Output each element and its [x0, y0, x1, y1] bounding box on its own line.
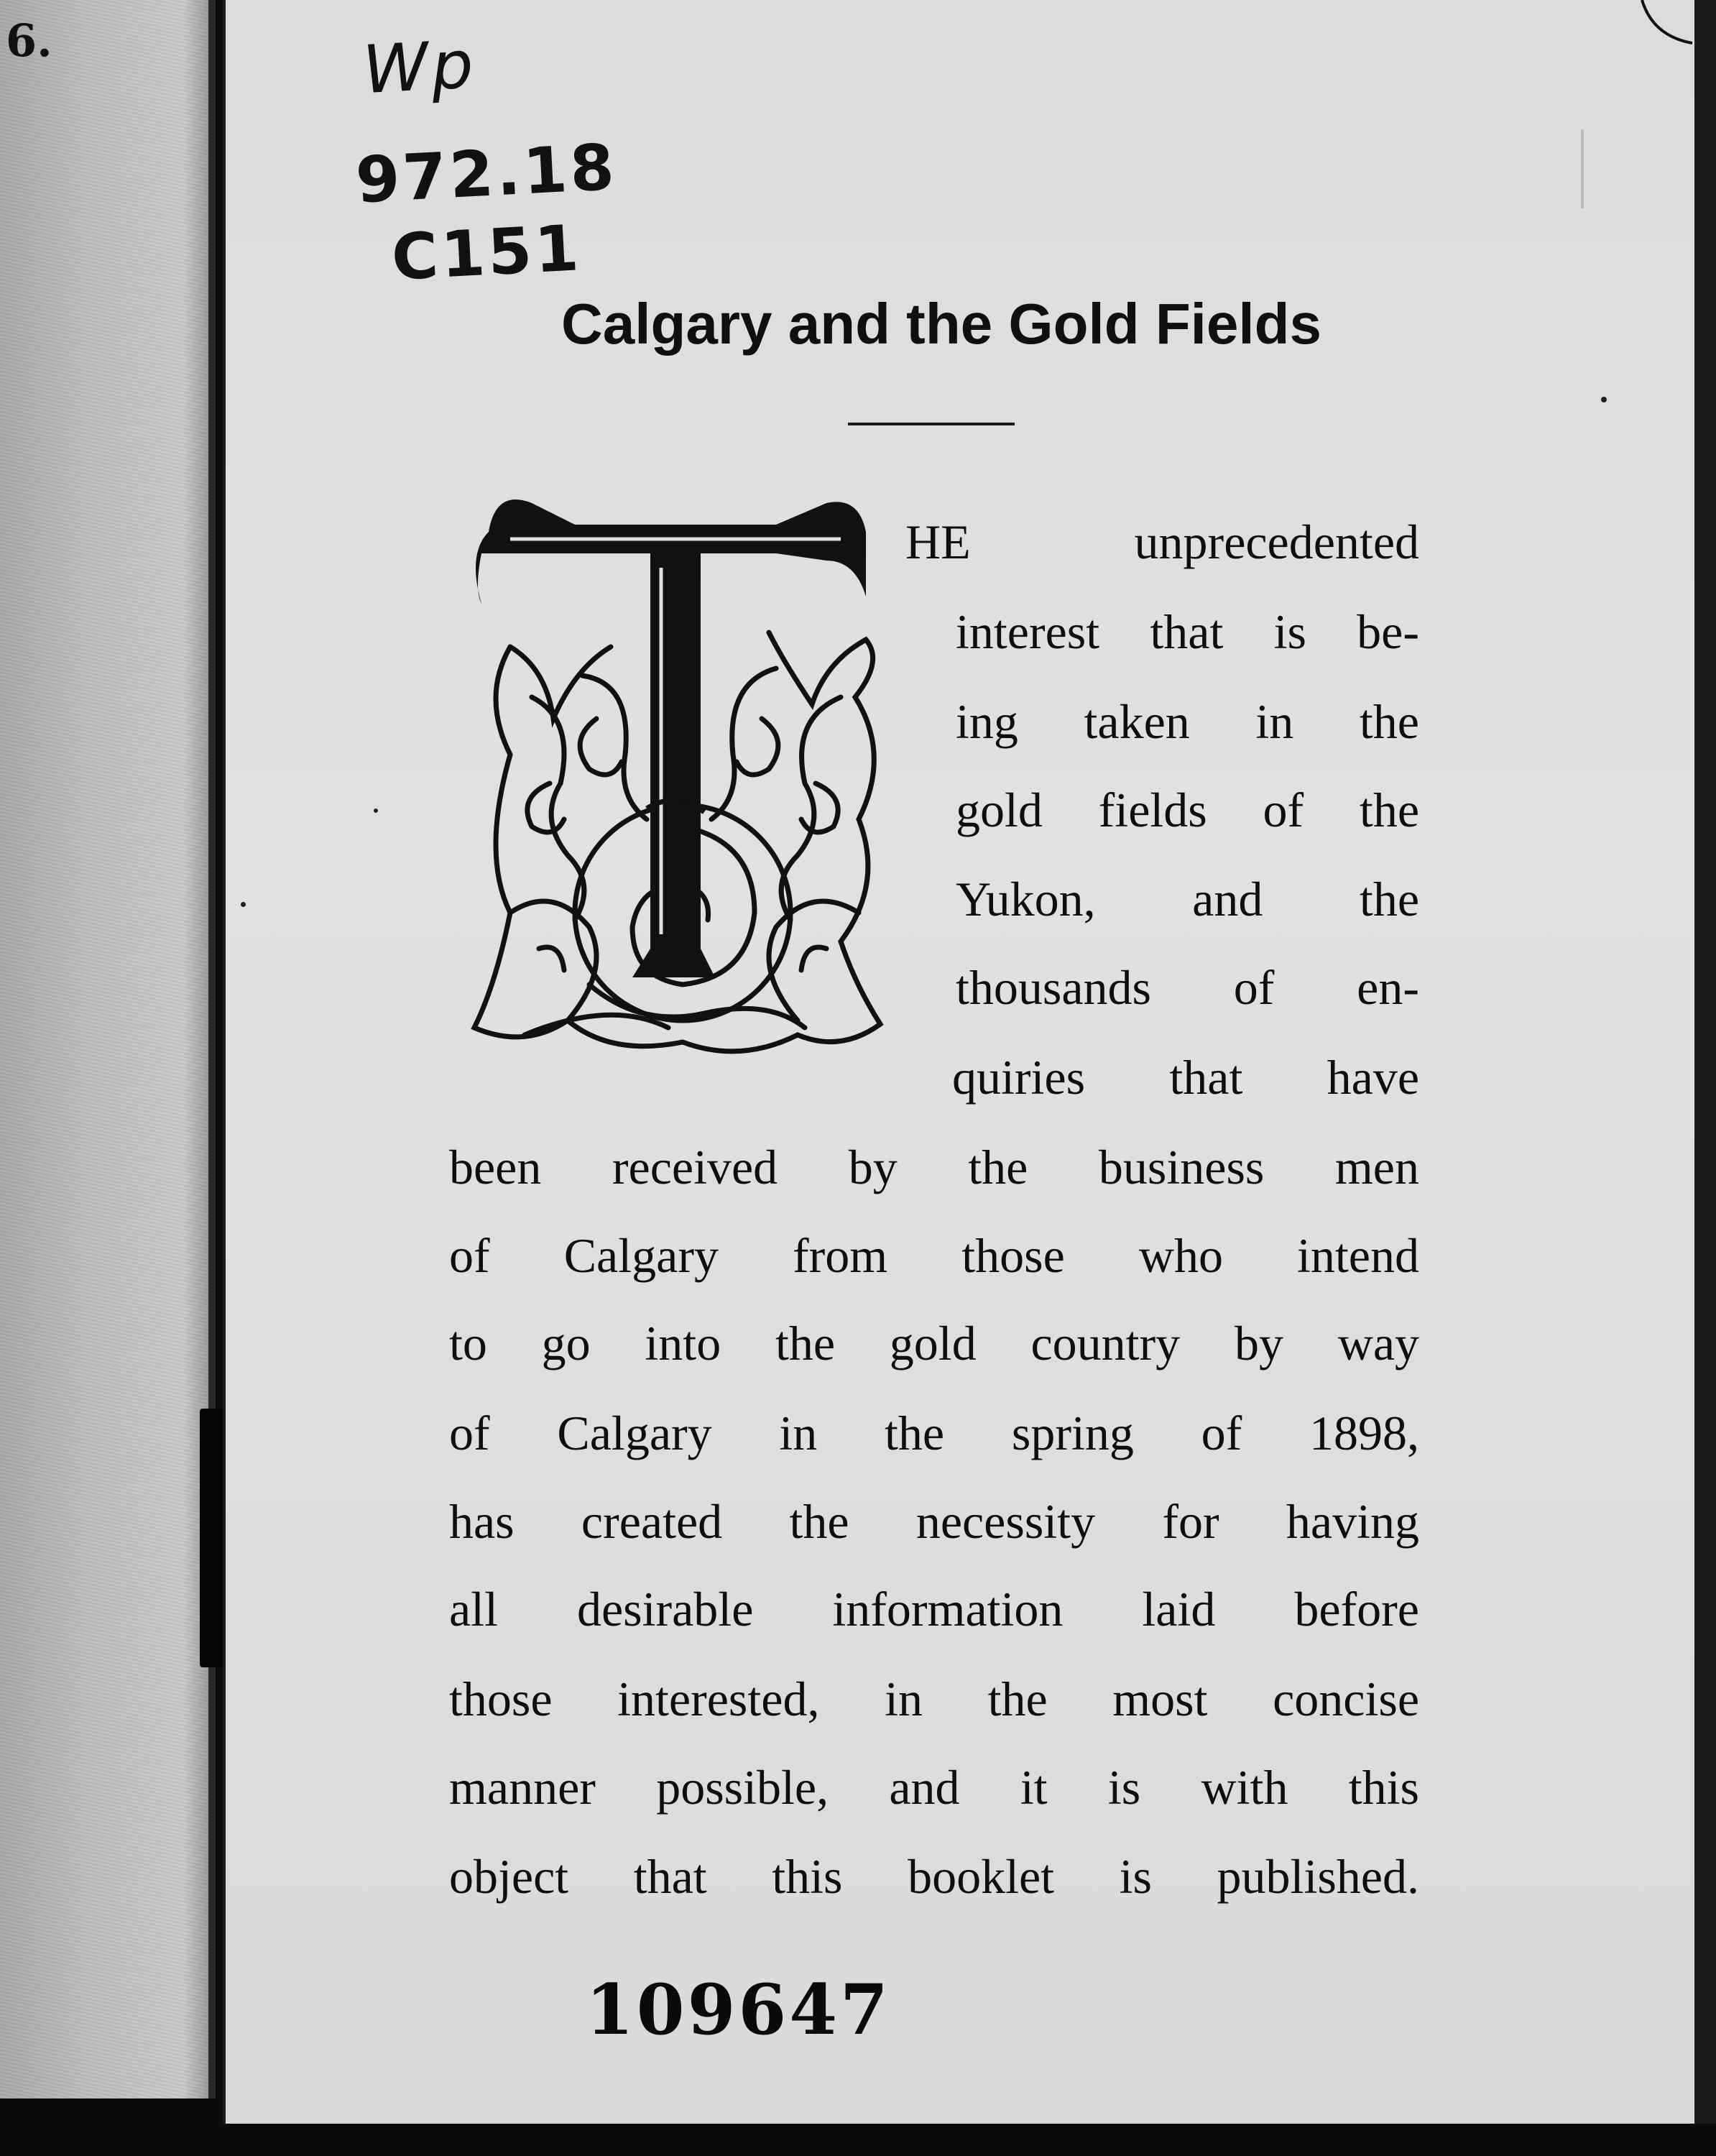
accession-number-stamp: 109647 [586, 1969, 891, 2050]
handwritten-cutter-number: C151 [389, 211, 583, 295]
page-corner-mark: 6. [6, 14, 52, 67]
body-line: those interested, in the most concise [449, 1672, 1419, 1726]
body-line: object that this booklet is published. [449, 1849, 1419, 1904]
scan-mark [1581, 129, 1584, 208]
body-line: ing taken in the [956, 694, 1419, 749]
scan-speck [1601, 397, 1607, 402]
scan-speck [374, 808, 378, 813]
body-line: HE unprecedented [905, 515, 1419, 569]
body-line: all desirable information laid before [449, 1582, 1419, 1636]
body-line: to go into the gold country by way [449, 1316, 1419, 1370]
body-line: of Calgary in the spring of 1898, [449, 1406, 1419, 1460]
body-line: has created the necessity for having [449, 1494, 1419, 1549]
page-right-edge [1694, 0, 1716, 2124]
dropcap-ornament [467, 482, 887, 1056]
body-line: quiries that have [952, 1050, 1419, 1105]
body-line: of Calgary from those who intend [449, 1228, 1419, 1283]
page-corner-curl [1638, 0, 1696, 50]
body-line: gold fields of the [956, 783, 1419, 837]
body-line: interest that is be- [956, 604, 1419, 659]
body-line: manner possible, and it is with this [449, 1760, 1419, 1815]
handwritten-call-number: 972.18 [354, 129, 619, 218]
title-divider [848, 423, 1015, 425]
binding-staple [200, 1409, 224, 1667]
cover-board-strip [0, 0, 216, 2099]
handwritten-note-location: Wp [361, 25, 479, 109]
body-line: been received by the business men [449, 1140, 1419, 1194]
body-line: Yukon, and the [956, 872, 1419, 926]
page-title: Calgary and the Gold Fields [561, 292, 1321, 356]
scan-speck [241, 902, 246, 907]
body-line: thousands of en- [956, 960, 1419, 1015]
